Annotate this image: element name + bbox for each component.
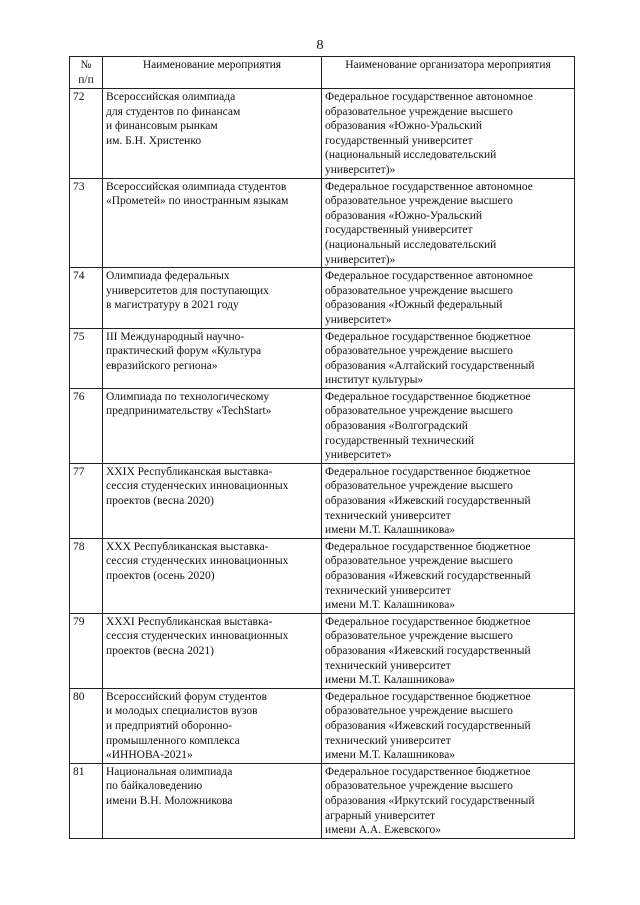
organizer-name-line: технический университет bbox=[325, 509, 451, 522]
event-name-line: Национальная олимпиада bbox=[106, 765, 233, 778]
header-event: Наименование мероприятия bbox=[103, 57, 322, 89]
header-number-label: п/п bbox=[78, 73, 94, 86]
table-row bbox=[70, 388, 575, 463]
organizer-name bbox=[322, 688, 575, 763]
event-name bbox=[103, 463, 322, 538]
table-header-row bbox=[70, 57, 575, 89]
table-row bbox=[70, 178, 575, 268]
organizer-name-line: (национальный исследовательский bbox=[325, 238, 497, 251]
organizer-name-line: образовательное учреждение высшего bbox=[325, 284, 513, 297]
event-name-line: проектов (осень 2020) bbox=[106, 570, 215, 582]
organizer-name bbox=[322, 763, 575, 838]
event-name-line: XXX Республиканская выставка- bbox=[106, 540, 269, 553]
organizer-name-line: образовательное учреждение высшего bbox=[325, 555, 513, 568]
event-name bbox=[103, 178, 322, 268]
organizer-name-line: имени М.Т. Калашникова» bbox=[325, 749, 456, 762]
organizer-name-line: образования «Ижевский государственный bbox=[325, 570, 531, 582]
organizer-name-line: имени М.Т. Калашникова» bbox=[325, 599, 456, 612]
event-name-line: по байкаловедению bbox=[106, 780, 203, 793]
event-name-line: Всероссийская олимпиада bbox=[106, 91, 236, 103]
page-number: 8 bbox=[316, 38, 324, 53]
organizer-name-line: Федеральное государственное бюджетное bbox=[325, 615, 531, 628]
event-name-line: для студентов по финансам bbox=[106, 105, 241, 118]
organizer-name bbox=[322, 463, 575, 538]
event-name-line: университетов для поступающих bbox=[106, 284, 269, 297]
organizer-name-line: Федеральное государственное автономное bbox=[325, 180, 533, 193]
event-name bbox=[103, 89, 322, 179]
organizer-name-line: образовательное учреждение высшего bbox=[325, 405, 513, 418]
organizer-name-line: образовательное учреждение высшего bbox=[325, 105, 513, 118]
table-row bbox=[70, 763, 575, 838]
organizer-name-line: университет» bbox=[325, 313, 392, 326]
row-number: 76 bbox=[70, 388, 103, 463]
table-row bbox=[70, 613, 575, 688]
event-name-line: Всероссийский форум студентов bbox=[106, 690, 267, 703]
event-name bbox=[103, 328, 322, 388]
organizer-name-line: образовательное учреждение высшего bbox=[325, 705, 513, 718]
event-name-line: и предприятий оборонно- bbox=[106, 719, 233, 732]
organizer-name bbox=[322, 89, 575, 179]
organizer-name-line: Федеральное государственное бюджетное bbox=[325, 330, 531, 343]
header-number bbox=[70, 57, 103, 89]
organizer-name bbox=[322, 178, 575, 268]
organizer-name-line: образования «Волгоградский bbox=[325, 420, 468, 433]
organizer-name-line: Федеральное государственное бюджетное bbox=[325, 765, 531, 778]
event-name-line: сессия студенческих инновационных bbox=[106, 555, 289, 568]
organizer-name-line: Федеральное государственное бюджетное bbox=[325, 540, 531, 553]
header-number-symbol: № bbox=[80, 59, 92, 71]
event-name-line: в магистратуру в 2021 году bbox=[106, 299, 239, 312]
organizer-name-line: (национальный исследовательский bbox=[325, 149, 497, 162]
row-number: 78 bbox=[70, 538, 103, 613]
organizer-name-line: Федеральное государственное бюджетное bbox=[325, 465, 531, 478]
organizer-name-line: образовательное учреждение высшего bbox=[325, 780, 513, 793]
organizer-name-line: технический университет bbox=[325, 659, 451, 672]
organizer-name bbox=[322, 388, 575, 463]
organizer-name-line: технический университет bbox=[325, 584, 451, 597]
event-name-line: и финансовым рынкам bbox=[106, 120, 218, 133]
organizer-name bbox=[322, 538, 575, 613]
event-name-line: им. Б.Н. Христенко bbox=[106, 134, 202, 147]
organizer-name-line: Федеральное государственное автономное bbox=[325, 91, 533, 103]
event-name-line: Олимпиада федеральных bbox=[106, 270, 230, 283]
organizer-name-line: образования «Южно-Уральский bbox=[325, 209, 482, 222]
table-row bbox=[70, 538, 575, 613]
event-name-line: Всероссийская олимпиада студентов bbox=[106, 180, 287, 193]
organizer-name-line: образовательное учреждение высшего bbox=[325, 630, 513, 643]
row-number: 79 bbox=[70, 613, 103, 688]
organizer-name-line: государственный университет bbox=[325, 134, 473, 147]
organizer-name-line: имени А.А. Ежевского» bbox=[325, 824, 442, 837]
organizer-name-line: образования «Иркутский государственный bbox=[325, 794, 535, 807]
row-number: 77 bbox=[70, 463, 103, 538]
organizer-name-line: имени М.Т. Калашникова» bbox=[325, 674, 456, 687]
organizer-name-line: образования «Ижевский государственный bbox=[325, 719, 531, 732]
organizer-name-line: образовательное учреждение высшего bbox=[325, 345, 513, 358]
row-number: 80 bbox=[70, 688, 103, 763]
organizer-name-line: образования «Алтайский государственный bbox=[325, 359, 535, 372]
events-table bbox=[69, 56, 575, 839]
event-name-line: XXXI Республиканская выставка- bbox=[106, 615, 273, 628]
event-name-line: XXIX Республиканская выставка- bbox=[106, 465, 273, 478]
table-row bbox=[70, 328, 575, 388]
organizer-name-line: технический университет bbox=[325, 734, 451, 747]
event-name-line: проектов (весна 2020) bbox=[106, 495, 214, 508]
organizer-name-line: университет)» bbox=[325, 253, 396, 266]
event-name-line: III Международный научно- bbox=[106, 330, 245, 343]
organizer-name bbox=[322, 268, 575, 328]
event-name-line: сессия студенческих инновационных bbox=[106, 480, 289, 493]
event-name-line: предпринимательству «TechStart» bbox=[106, 405, 272, 418]
header-organizer: Наименование организатора мероприятия bbox=[322, 57, 575, 89]
organizer-name-line: Федеральное государственное автономное bbox=[325, 270, 533, 283]
event-name bbox=[103, 688, 322, 763]
event-name-line: имени В.Н. Моложникова bbox=[106, 794, 233, 807]
organizer-name-line: институт культуры» bbox=[325, 374, 424, 387]
organizer-name-line: Федеральное государственное бюджетное bbox=[325, 390, 531, 403]
organizer-name-line: университет» bbox=[325, 449, 392, 462]
organizer-name-line: образования «Ижевский государственный bbox=[325, 644, 531, 657]
event-name bbox=[103, 613, 322, 688]
event-name bbox=[103, 388, 322, 463]
row-number: 73 bbox=[70, 178, 103, 268]
event-name-line: практический форум «Культура bbox=[106, 345, 262, 358]
organizer-name-line: образования «Ижевский государственный bbox=[325, 495, 531, 508]
organizer-name bbox=[322, 328, 575, 388]
organizer-name-line: образовательное учреждение высшего bbox=[325, 195, 513, 208]
organizer-name bbox=[322, 613, 575, 688]
organizer-name-line: Федеральное государственное бюджетное bbox=[325, 690, 531, 703]
row-number: 72 bbox=[70, 89, 103, 179]
event-name-line: евразийского региона» bbox=[106, 359, 218, 372]
organizer-name-line: образования «Южно-Уральский bbox=[325, 120, 482, 133]
event-name bbox=[103, 763, 322, 838]
organizer-name-line: университет)» bbox=[325, 163, 396, 176]
organizer-name-line: государственный университет bbox=[325, 224, 473, 237]
event-name-line: сессия студенческих инновационных bbox=[106, 630, 289, 643]
table-row bbox=[70, 463, 575, 538]
event-name-line: промышленного комплекса bbox=[106, 734, 240, 747]
event-name-line: «Прометей» по иностранным языкам bbox=[106, 195, 289, 208]
row-number: 74 bbox=[70, 268, 103, 328]
table-row bbox=[70, 268, 575, 328]
table-row bbox=[70, 688, 575, 763]
organizer-name-line: образовательное учреждение высшего bbox=[325, 480, 513, 493]
row-number: 81 bbox=[70, 763, 103, 838]
event-name bbox=[103, 268, 322, 328]
event-name-line: проектов (весна 2021) bbox=[106, 644, 214, 657]
organizer-name-line: государственный технический bbox=[325, 434, 475, 447]
organizer-name-line: образования «Южный федеральный bbox=[325, 299, 503, 312]
event-name bbox=[103, 538, 322, 613]
event-name-line: «ИННОВА-2021» bbox=[106, 749, 193, 762]
table-row bbox=[70, 89, 575, 179]
event-name-line: и молодых специалистов вузов bbox=[106, 705, 258, 718]
organizer-name-line: аграрный университет bbox=[325, 809, 436, 822]
row-number: 75 bbox=[70, 328, 103, 388]
event-name-line: Олимпиада по технологическому bbox=[106, 390, 270, 403]
organizer-name-line: имени М.Т. Калашникова» bbox=[325, 524, 456, 537]
